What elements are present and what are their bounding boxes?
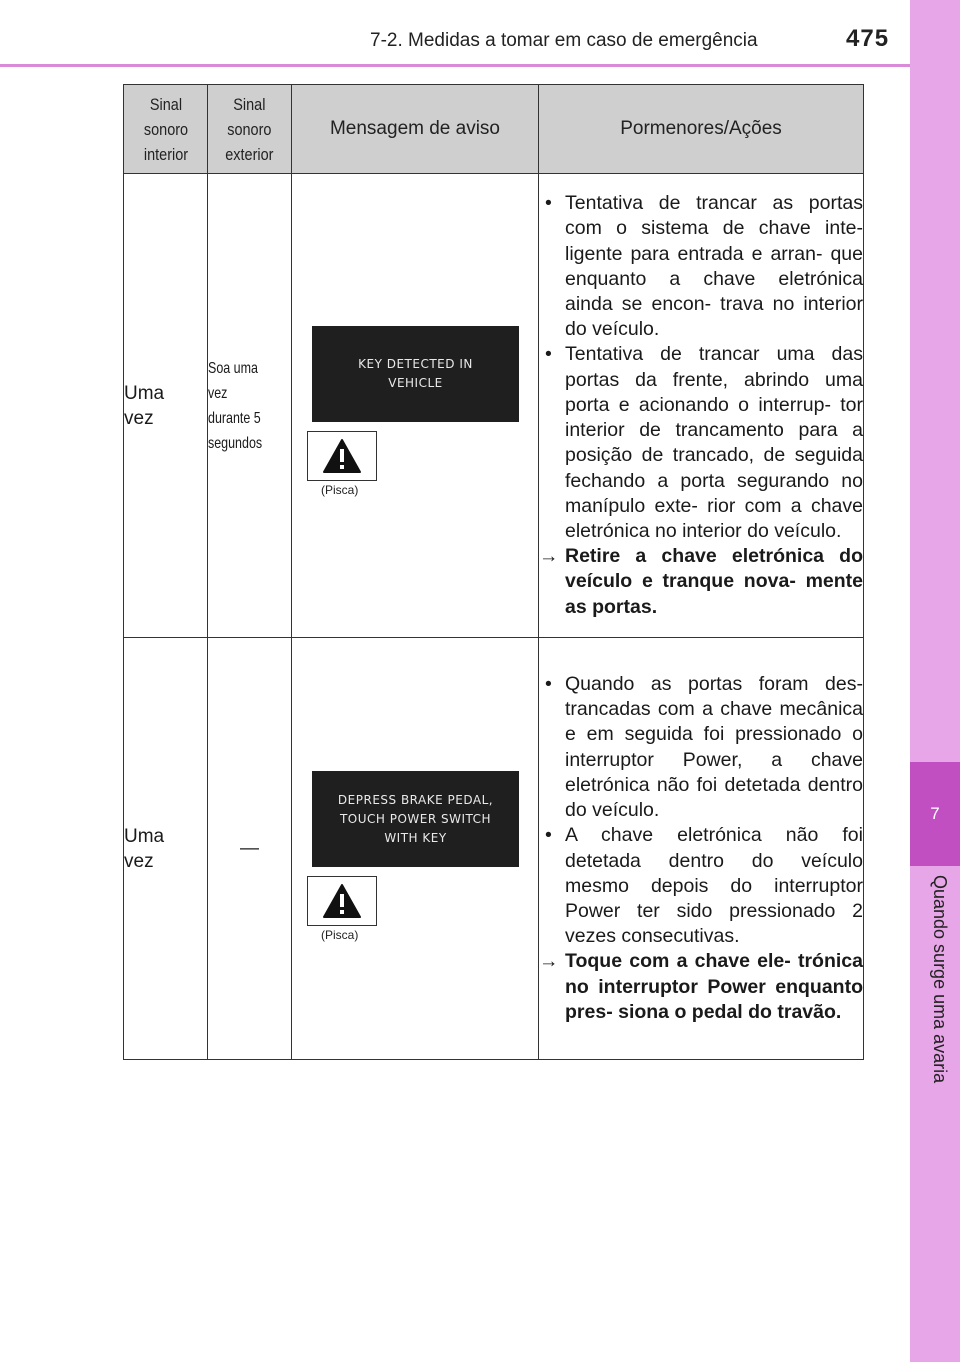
details-cell: [539, 638, 864, 1060]
warning-triangle-icon: [307, 431, 377, 481]
action-item: → Toque com a chave ele- trónica no interruptor Power enquanto pres- siona o pedal do travão.: [539, 950, 863, 1023]
header-interior-buzzer: Sinal sonoro interior: [124, 85, 208, 174]
list-item: • Tentativa de trancar as portas com o sistema de chave inte- ligente para entrada e arran- que enquanto a chave eletrónica ainda se encon- trava no interior do veículo.: [545, 192, 863, 341]
warning-message-cell: [292, 174, 539, 638]
chapter-number-tab[interactable]: 7: [910, 762, 960, 866]
chapter-label: Quando surge uma avaria: [930, 875, 950, 1084]
warning-triangle-icon: [307, 876, 377, 926]
header-exterior-buzzer: Sinal sonoro exterior: [208, 85, 292, 174]
action-item: → Retire a chave eletrónica do veículo e tranque nova- mente as portas.: [539, 545, 863, 618]
flash-label: (Pisca): [321, 483, 359, 497]
interior-buzzer-cell: Uma vez: [124, 638, 208, 1060]
page-number: 475: [846, 25, 890, 52]
list-item: • Quando as portas foram des- trancadas com a chave mecânica e em seguida foi pressionado o interruptor Power, a chave eletrónica não foi detetada dentro do veículo.: [545, 673, 863, 822]
flash-label: (Pisca): [321, 928, 359, 942]
header-divider: [0, 64, 910, 67]
multi-info-display: KEY DETECTED IN VEHICLE: [312, 326, 519, 422]
exterior-buzzer-cell: Soa uma vez durante 5 segundos: [208, 174, 292, 638]
list-item: • Tentativa de trancar uma das portas da frente, abrindo uma porta e acionando o interrup- tor interior de trancamento para a posição de trancado, de seguida fechando a porta segurando no manípulo exte- rior com a chave eletrónica no interior do veículo.: [545, 343, 863, 542]
table-row: [124, 174, 864, 638]
header-details: Pormenores/Ações: [539, 85, 864, 174]
details-cell: [539, 174, 864, 638]
table-header-row: [124, 85, 864, 174]
table-row: [124, 638, 864, 1060]
section-title: 7-2. Medidas a tomar em caso de emergência: [370, 30, 758, 51]
header-warning-message: Mensagem de aviso: [292, 85, 539, 174]
list-item: • A chave eletrónica não foi detetada dentro do veículo mesmo depois do interruptor Power ter sido pressionado 2 vezes consecutivas.: [545, 824, 863, 948]
exterior-buzzer-cell: —: [208, 638, 292, 1060]
multi-info-display: DEPRESS BRAKE PEDAL, TOUCH POWER SWITCH WITH KEY: [312, 771, 519, 867]
interior-buzzer-cell: Uma vez: [124, 174, 208, 638]
warning-message-cell: [292, 638, 539, 1060]
side-tab: [910, 0, 960, 1362]
warning-table: [123, 84, 864, 1060]
